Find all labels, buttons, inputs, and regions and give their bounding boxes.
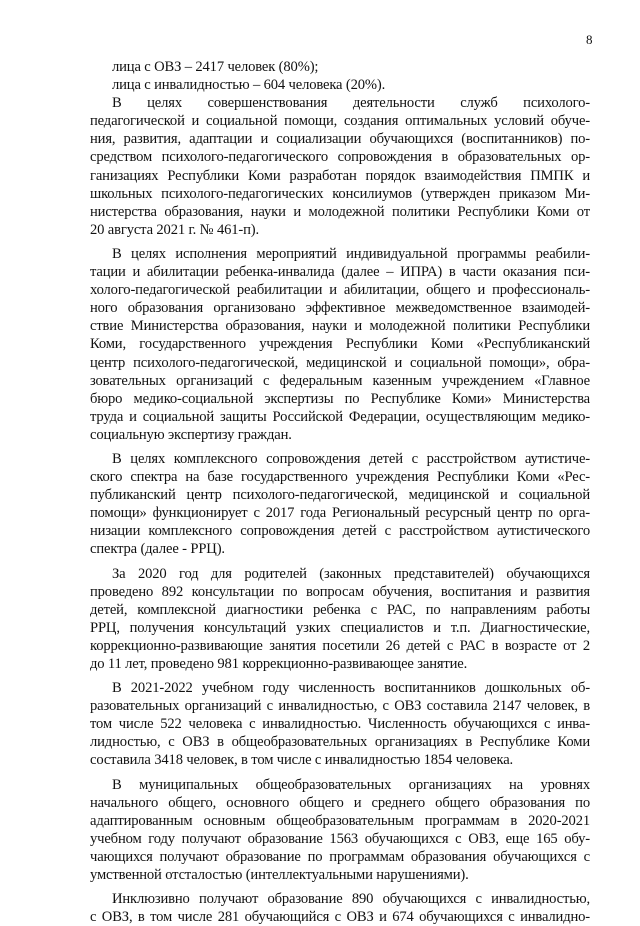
text-line: разовательных организаций с инвалидностью, с ОВЗ составила 2147 человек, в <box>90 698 590 715</box>
text-line: учебном году получают образование 1563 обучающихся с ОВЗ, еще 165 обу- <box>90 830 590 847</box>
text-line: ния, развития, адаптации и социализации обучающихся (воспитанников) по- <box>90 131 590 148</box>
text-line: умственной отсталостью (интеллектуальными нарушениями). <box>90 867 469 884</box>
text-line: бюро медико-социальной экспертизы по Республике Коми» Министерства <box>90 390 590 407</box>
paragraph <box>90 58 590 76</box>
text-line: школьных психолого-педагогических консилиумов (утвержден приказом Ми- <box>90 185 590 202</box>
text-line: составила 3418 человек, в том числе с инвалидностью 1854 человека. <box>90 752 514 769</box>
paragraph <box>90 679 590 769</box>
text-line: РРЦ, получения консультаций узких специалистов и т.п. Диагностические, <box>90 619 590 636</box>
text-line: чающихся получают образование по программам образования обучающихся с <box>90 848 590 865</box>
text-line: помощи» функционирует с 2017 года Региональный ресурсный центр по орга- <box>90 505 590 522</box>
text-line: В муниципальных общеобразовательных организациях на уровнях <box>112 776 590 793</box>
text-line: педагогической и социальной помощи, создания оптимальных условий обуче- <box>90 113 590 130</box>
paragraph <box>90 890 590 926</box>
text-line: 20 августа 2021 г. № 461-п). <box>90 221 259 238</box>
text-line: коррекционно-развивающие занятия посетили 26 детей с РАС в возрасте от 2 <box>90 637 590 654</box>
text-line: низации комплексного сопровождения детей с расстройством аутистического <box>90 523 590 540</box>
text-line: с ОВЗ, в том числе 281 обучающийся с ОВЗ и 674 обучающихся с инвалидно- <box>90 909 590 926</box>
page-number: 8 <box>586 32 593 47</box>
text-line: начального общего, основного общего и среднего общего образования по <box>90 794 590 811</box>
paragraph <box>90 565 590 674</box>
text-line: тации и абилитации ребенка-инвалида (далее – ИПРА) в части оказания пси- <box>90 264 590 281</box>
text-line: В целях комплексного сопровождения детей с расстройством аутистиче- <box>112 450 590 467</box>
text-line: нистерства образования, науки и молодежной политики Республики Коми от <box>90 203 590 220</box>
paragraph <box>90 776 590 885</box>
text-line: спектра (далее - РРЦ). <box>90 541 225 558</box>
text-line: лидностью, с ОВЗ в общеобразовательных организациях в Республике Коми <box>90 734 590 751</box>
text-line: адаптированным основным общеобразовательным программам в 2020-2021 <box>90 812 590 829</box>
text-line: ного образования организовано эффективное межведомственное взаимодей- <box>90 300 590 317</box>
text-line: том числе 522 человека с инвалидностью. Численность обучающихся с инва- <box>90 716 590 733</box>
text-line: центр психолого-педагогической, медицинской и социальной помощи», обра- <box>90 354 590 371</box>
paragraph <box>90 94 590 239</box>
text-line: лица с ОВЗ – 2417 человек (80%); <box>112 59 319 75</box>
text-line: В 2021-2022 учебном году численность воспитанников дошкольных об- <box>112 680 590 697</box>
paragraph <box>90 245 590 444</box>
text-line: труда и социальной защиты Российской Федерации, осуществляющим медико- <box>90 408 590 425</box>
text-line: средством психолого-педагогического сопровождения в образовательных ор- <box>90 149 590 166</box>
text-line: Коми, государственного учреждения Республики Коми «Республиканский <box>90 336 590 353</box>
text-line: холого-педагогической реабилитации и абилитации, общего и профессиональ- <box>90 282 590 299</box>
text-line: ганизациях Республики Коми разработан порядок взаимодействия ПМПК и <box>90 167 590 184</box>
text-line: публиканский центр психолого-педагогической, медицинской и социальной <box>90 487 590 504</box>
text-line: социальную экспертизу граждан. <box>90 426 292 443</box>
paragraph <box>90 450 590 559</box>
text-line: проведено 892 консультации по вопросам обучения, воспитания и развития <box>90 583 590 600</box>
text-line: до 11 лет, проведено 981 коррекционно-развивающее занятие. <box>90 656 468 672</box>
paragraph <box>90 76 590 94</box>
text-line: ствие Министерства образования, науки и молодежной политики Республики <box>90 318 590 335</box>
text-line: лица с инвалидностью – 604 человека (20%). <box>112 77 386 94</box>
body-text <box>90 58 590 926</box>
text-line: За 2020 год для родителей (законных представителей) обучающихся <box>112 565 590 582</box>
text-line: Инклюзивно получают образование 890 обучающихся с инвалидностью, <box>112 891 590 908</box>
text-line: зовательных организаций с федеральным казенным учреждением «Главное <box>90 372 590 389</box>
text-line: ского спектра на базе государственного учреждения Республики Коми «Рес- <box>90 469 590 486</box>
text-line: В целях совершенствования деятельности служб психолого- <box>112 95 590 112</box>
text-line: В целях исполнения мероприятий индивидуальной программы реабили- <box>112 245 590 262</box>
text-line: детей, комплексной диагностики ребенка с РАС, по направлениям работы <box>90 601 590 618</box>
